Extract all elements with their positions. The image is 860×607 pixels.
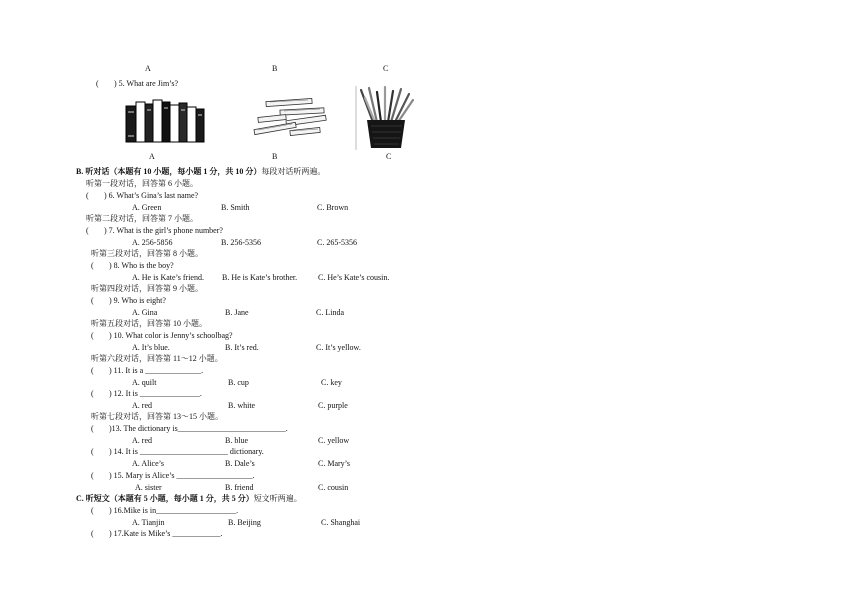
q6-option-a[interactable]: A. Green: [132, 203, 162, 212]
q8-option-b[interactable]: B. He is Kate’s brother.: [222, 273, 298, 282]
q13-option-a[interactable]: A. red: [132, 436, 152, 445]
q11-question: ( ) 11. It is a ______________.: [91, 366, 204, 375]
q6-option-c[interactable]: C. Brown: [317, 203, 349, 212]
q15-question: ( ) 15. Mary is Alice’s ___________________.: [91, 471, 255, 480]
q17-question: ( ) 17.Kate is Mike’s ____________.: [91, 529, 223, 538]
section-c-heading: C. 听短文（本题有 5 小题，每小题 1 分，共 5 分）短文听两遍。: [76, 494, 302, 503]
q12-option-b[interactable]: B. white: [228, 401, 256, 410]
books-image: [124, 96, 208, 144]
q10-question: ( ) 10. What color is Jenny’s schoolbag?: [91, 331, 233, 340]
q16-question: ( ) 16.Mike is in____________________.: [91, 506, 239, 515]
dialog-4-instruction: 听第四段对话，回答第 9 小题。: [91, 284, 203, 293]
q12-option-a[interactable]: A. red: [132, 401, 152, 410]
q5-label-c: C: [386, 152, 392, 161]
q8-option-c[interactable]: C. He’s Kate’s cousin.: [318, 273, 390, 282]
q9-option-b[interactable]: B. Jane: [225, 308, 249, 317]
q13-option-b[interactable]: B. blue: [225, 436, 249, 445]
q11-option-a[interactable]: A. quilt: [132, 378, 157, 387]
q8-question: ( ) 8. Who is the boy?: [91, 261, 174, 270]
dialog-1-instruction: 听第一段对话，回答第 6 小题。: [86, 179, 198, 188]
q9-option-c[interactable]: C. Linda: [316, 308, 344, 317]
dialog-3-instruction: 听第三段对话，回答第 8 小题。: [91, 249, 203, 258]
q10-option-c[interactable]: C. It’s yellow.: [316, 343, 361, 352]
q16-option-a[interactable]: A. Tianjin: [132, 518, 165, 527]
q5-text: ) 5. What are Jim’s?: [114, 79, 179, 88]
q8-option-a[interactable]: A. He is Kate’s friend.: [132, 273, 204, 282]
q13-question: ( )13. The dictionary is___________________________.: [91, 424, 288, 433]
q7-question: ( ) 7. What is the girl’s phone number?: [86, 226, 223, 235]
q9-question: ( ) 9. Who is eight?: [91, 296, 166, 305]
top-label-c: C: [383, 64, 389, 73]
q12-question: ( ) 12. It is _______________.: [91, 389, 202, 398]
q11-option-c[interactable]: C. key: [321, 378, 342, 387]
q14-option-a[interactable]: A. Alice’s: [132, 459, 164, 468]
rulers-image: [250, 96, 334, 146]
dialog-2-instruction: 听第二段对话，回答第 7 小题。: [86, 214, 198, 223]
q7-option-b[interactable]: B. 256-5356: [221, 238, 261, 247]
q7-option-c[interactable]: C. 265-5356: [317, 238, 357, 247]
q15-option-b[interactable]: B. friend: [225, 483, 254, 492]
q16-option-b[interactable]: B. Beijing: [228, 518, 261, 527]
pencil-cup-image: [355, 86, 417, 150]
q11-option-b[interactable]: B. cup: [228, 378, 249, 387]
q14-question: ( ) 14. It is ______________________ dictionary.: [91, 447, 264, 456]
top-label-a: A: [145, 64, 151, 73]
q14-option-b[interactable]: B. Dale’s: [225, 459, 255, 468]
q9-option-a[interactable]: A. Gina: [132, 308, 158, 317]
dialog-5-instruction: 听第五段对话，回答第 10 小题。: [91, 319, 207, 328]
top-label-b: B: [272, 64, 278, 73]
dialog-6-instruction: 听第六段对话，回答第 11～12 小题。: [91, 354, 223, 363]
q6-question: ( ) 6. What’s Gina’s last name?: [86, 191, 199, 200]
q10-option-b[interactable]: B. It’s red.: [225, 343, 259, 352]
q6-option-b[interactable]: B. Smith: [221, 203, 250, 212]
q15-option-a[interactable]: A. sister: [135, 483, 162, 492]
q7-option-a[interactable]: A. 256-5856: [132, 238, 173, 247]
q10-option-a[interactable]: A. It’s blue.: [132, 343, 170, 352]
q12-option-c[interactable]: C. purple: [318, 401, 348, 410]
q5-label-a: A: [149, 152, 155, 161]
dialog-7-instruction: 听第七段对话，回答第 13～15 小题。: [91, 412, 223, 421]
q14-option-c[interactable]: C. Mary’s: [318, 459, 350, 468]
q15-option-c[interactable]: C. cousin: [318, 483, 349, 492]
q16-option-c[interactable]: C. Shanghai: [321, 518, 361, 527]
q5-label-b: B: [272, 152, 278, 161]
q13-option-c[interactable]: C. yellow: [318, 436, 350, 445]
section-b-heading: B. 听对话（本题有 10 小题，每小题 1 分，共 10 分）每段对话听两遍。: [76, 167, 326, 176]
q5-row: ( ) 5. What are Jim’s?: [96, 79, 179, 88]
